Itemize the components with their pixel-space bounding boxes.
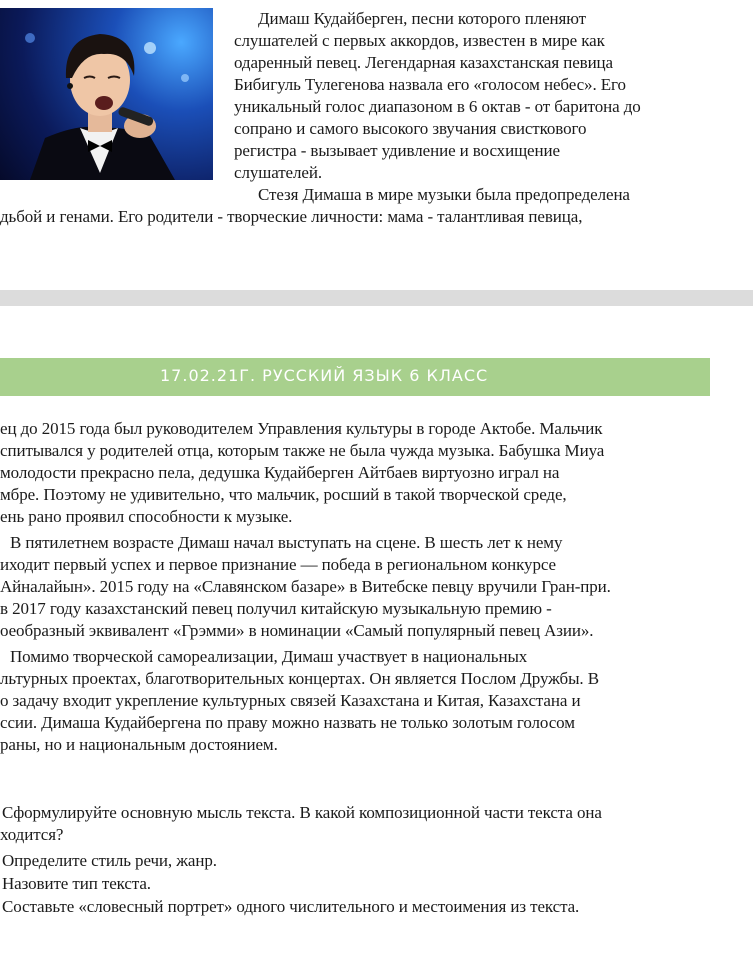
text-line: молодости прекрасно пела, дедушка Кудайберген Айтбаев виртуозно играл на — [0, 463, 560, 482]
text-line: сопрано и самого высокого звучания свисткового — [234, 119, 587, 138]
text-line: ец до 2015 года был руководителем Управления культуры в городе Актобе. Мальчик — [0, 419, 603, 438]
text-line: льтурных проектах, благотворительных концертах. Он является Послом Дружбы. В — [0, 669, 599, 688]
singer-photo — [0, 8, 213, 180]
text-line: ень рано проявил способности к музыке. — [0, 507, 293, 526]
text-line: Бибигуль Тулегенова назвала его «голосом небес». Его — [234, 75, 626, 94]
text-line: В пятилетнем возрасте Димаш начал выступать на сцене. В шесть лет к нему — [10, 533, 563, 552]
task-item: Назовите тип текста. — [2, 874, 151, 893]
text-line: Димаш Кудайберген, песни которого пленяют — [258, 9, 586, 28]
text-line: спитывался у родителей отца, которым также не была чужда музыка. Бабушка Миуа — [0, 441, 605, 460]
text-line: Помимо творческой самореализации, Димаш участвует в национальных — [10, 647, 528, 666]
text-line: иходит первый успех и первое признание — победа в региональном конкурсе — [0, 555, 556, 574]
text-line: мбре. Поэтому не удивительно, что мальчик, росший в такой творческой среде, — [0, 485, 567, 504]
text-line: слушателей с первых аккордов, известен в мире как — [234, 31, 605, 50]
task-item: Определите стиль речи, жанр. — [2, 851, 217, 870]
page-header-title: 17.02.21Г. РУССКИЙ ЯЗЫК 6 КЛАСС — [160, 366, 489, 385]
text-line: раны, но и национальным достоянием. — [0, 735, 278, 754]
text-line: одаренный певец. Легендарная казахстанская певица — [234, 53, 614, 72]
page-separator — [0, 290, 753, 306]
page-header-banner — [0, 358, 710, 396]
text-line: ссии. Димаша Кудайбергена по праву можно назвать не только золотым голосом — [0, 713, 575, 732]
text-line: Айналайын». 2015 году на «Славянском базаре» в Витебске певцу вручили Гран-при. — [0, 577, 611, 596]
text-line: регистра - вызывает удивление и восхищение — [234, 141, 560, 160]
task-item: ходится? — [0, 825, 64, 844]
text-line: слушателей. — [234, 163, 322, 182]
text-line: уникальный голос диапазоном в 6 октав - от баритона до — [234, 97, 641, 116]
text-line: о задачу входит укрепление культурных связей Казахстана и Китая, Казахстана и — [0, 691, 581, 710]
text-line: дьбой и генами. Его родители - творческие личности: мама - талантливая певица, — [0, 207, 583, 226]
text-line: в 2017 году казахстанский певец получил китайскую музыкальную премию - — [0, 599, 552, 618]
text-line: оеобразный эквивалент «Грэмми» в номинации «Самый популярный певец Азии». — [0, 621, 594, 640]
text-line: Стезя Димаша в мире музыки была предопределена — [258, 185, 630, 204]
task-item: Сформулируйте основную мысль текста. В какой композиционной части текста она — [2, 803, 602, 822]
task-item: Составьте «словесный портрет» одного числительного и местоимения из текста. — [2, 897, 580, 916]
